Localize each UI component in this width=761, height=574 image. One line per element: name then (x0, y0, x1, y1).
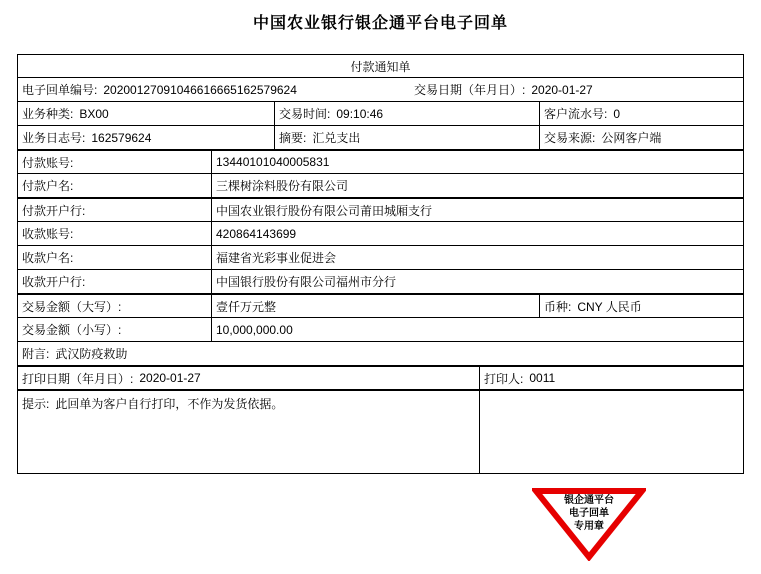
payee-bank-value: 中国银行股份有限公司福州市分行 (211, 270, 743, 293)
form-type-title: 付款通知单 (350, 59, 411, 74)
print-date-value: 2020-01-27 (139, 371, 201, 385)
remark-value: 武汉防疫救助 (55, 347, 128, 361)
payee-name-row (18, 245, 743, 269)
payee-account-label: 收款账号: (22, 227, 74, 241)
receipt-no-value: 20200127091046616665162579624 (103, 82, 297, 97)
remark-cell (18, 342, 743, 365)
page-title: 中国农业银行银企通平台电子回单 (252, 15, 508, 32)
stamp-line-3: 专用章 (574, 521, 604, 532)
payee-account-row (18, 221, 743, 245)
table-header-row (18, 55, 743, 77)
receipt-table (17, 54, 744, 474)
remark-row (18, 341, 743, 365)
summary-label: 摘要: (279, 131, 307, 145)
trade-date-value: 2020-01-27 (531, 82, 593, 97)
biz-log-row (18, 125, 743, 149)
print-date-cell (18, 367, 479, 389)
notice-value: 此回单为客户自行打印，不作为发货依据。 (55, 397, 284, 411)
amount-figures-label: 交易金额（小写）: (22, 323, 122, 337)
trade-time-cell (274, 102, 539, 125)
summary-value: 汇兑支出 (312, 131, 361, 145)
print-date-row (18, 365, 743, 389)
payee-account-value: 420864143699 (211, 222, 743, 245)
remark-label: 附言: (22, 347, 50, 361)
trade-time-label: 交易时间: (279, 107, 331, 121)
printer-label: 打印人: (484, 371, 524, 386)
trade-time-value: 09:10:46 (336, 106, 384, 121)
amount-figures-value: 10,000,000.00 (211, 318, 743, 341)
customer-serial-value: 0 (613, 106, 621, 121)
trade-date-label: 交易日期（年月日）: (414, 83, 526, 97)
currency-label: 币种: (544, 299, 572, 314)
currency-value: CNY 人民币 (577, 299, 642, 314)
payer-name-label: 付款户名: (22, 179, 74, 193)
printer-cell (479, 367, 743, 389)
biz-type-cell (18, 102, 274, 125)
payer-account-value: 13440101040005831 (211, 151, 743, 173)
payer-bank-row (18, 197, 743, 221)
currency-cell (539, 295, 743, 317)
notice-row (18, 389, 743, 473)
receipt-no-label: 电子回单编号: (22, 83, 98, 97)
payee-name-value: 福建省光彩事业促进会 (211, 246, 743, 269)
payee-name-label: 收款户名: (22, 251, 74, 265)
print-date-label: 打印日期（年月日）: (22, 371, 134, 386)
trade-source-cell (539, 126, 743, 149)
receipt-no-cell (18, 78, 743, 101)
stamp-line-2: 电子回单 (569, 508, 609, 519)
stamp-line-1: 银企通平台 (564, 495, 614, 506)
biz-type-label: 业务种类: (22, 107, 74, 121)
biz-type-row (18, 101, 743, 125)
payer-name-row (18, 173, 743, 197)
receipt-no-row (18, 77, 743, 101)
biz-log-cell (18, 126, 274, 149)
stamp-text (532, 494, 646, 533)
biz-log-value: 162579624 (91, 130, 152, 145)
customer-serial-label: 客户流水号: (544, 107, 608, 121)
biz-log-label: 业务日志号: (22, 131, 86, 145)
trade-source-value: 公网客户端 (601, 131, 662, 145)
biz-type-value: BX00 (79, 106, 109, 121)
summary-cell (274, 126, 539, 149)
amount-words-label: 交易金额（大写）: (22, 299, 122, 314)
amount-words-value: 壹仟万元整 (211, 295, 539, 317)
notice-cell (18, 391, 479, 473)
notice-empty-cell (479, 391, 743, 473)
payer-name-value: 三棵树涂料股份有限公司 (211, 174, 743, 197)
payer-bank-label: 付款开户行: (22, 203, 86, 218)
amount-figures-row (18, 317, 743, 341)
payer-account-row (18, 149, 743, 173)
notice-label: 提示: (22, 397, 50, 411)
payee-bank-label: 收款开户行: (22, 275, 86, 289)
trade-source-label: 交易来源: (544, 131, 596, 145)
payee-bank-row (18, 269, 743, 293)
printer-value: 0011 (529, 371, 556, 385)
bank-stamp (532, 487, 646, 561)
trade-date-group (414, 78, 593, 101)
payer-bank-value: 中国农业银行股份有限公司莆田城厢支行 (211, 199, 743, 221)
customer-serial-cell (539, 102, 743, 125)
amount-words-row (18, 293, 743, 317)
payer-account-label: 付款账号: (22, 155, 74, 170)
